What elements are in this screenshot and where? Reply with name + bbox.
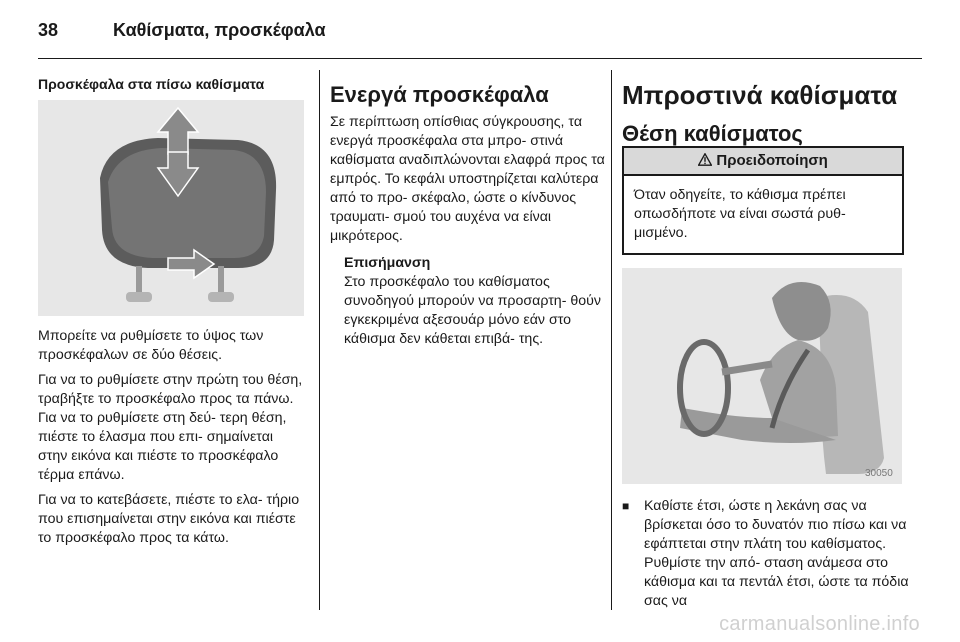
warning-triangle-icon: [698, 153, 712, 166]
section-subheading: Θέση καθίσματος: [622, 121, 803, 146]
bullet-text: Καθίστε έτσι, ώστε η λεκάνη σας να βρίσκεται όσο το δυνατόν πιο πίσω και να εφάπτεται στην πλάτη του καθίσματος. Ρυθμίστε την από- σταση ανάμεσα στο κάθισμα και τα πεντάλ έτσι, ώστε τα πόδια σας να: [644, 498, 909, 609]
section-body: [330, 113, 605, 246]
warning-text: Όταν οδηγείτε, το κάθισμα πρέπει οπωσδήποτε να είναι σωστά ρυθ- μισμένο.: [634, 187, 846, 241]
headrest-figure: [38, 100, 304, 316]
column-divider-1: [319, 70, 320, 610]
figure-number: 30050: [865, 468, 893, 479]
seat-instructions: [622, 497, 912, 611]
headrest-illustration: [38, 100, 304, 316]
paragraph: Για να το ρυθμίσετε στην πρώτη του θέση, τραβήξτε το προσκέφαλο προς τα πάνω. Για να το ρυθμίσετε στη δεύ- τερη θέση, πιέστε το έλασμα που επι- σημαίνεται στην εικόνα και πιέστε το προσκέφαλο τέρμα επάνω.: [38, 372, 303, 483]
section-heading: Μπροστινά καθίσματα: [622, 80, 898, 110]
warning-box: [622, 146, 904, 255]
rear-headrest-heading: Προσκέφαλα στα πίσω καθίσματα: [38, 76, 265, 92]
note-heading: Επισήμανση: [344, 255, 431, 271]
seat-position-figure: [622, 268, 902, 484]
page-header: [38, 20, 326, 41]
column-divider-2: [611, 70, 612, 610]
paragraph: Σε περίπτωση οπίσθιας σύγκρουσης, τα ενεργά προσκέφαλα στα μπρο- στινά καθίσματα αναδιπλώνονται ελαφρά προς τα εμπρός. Το κεφάλι υποστηρίζεται καλύτερα από το προ- σκέφαλο, ώστε ο κίνδυνος τραυματι- σμού του αυχένα να είναι μικρότερος.: [330, 114, 605, 244]
front-seats-section: [622, 80, 912, 147]
page-title: Καθίσματα, προσκέφαλα: [113, 20, 326, 40]
note-text: Στο προσκέφαλο του καθίσματος συνοδηγού μπορούν να προσαρτη- θούν εγκεκριμένα αξεσουάρ μόνο εάν στο κάθισμα δεν κάθεται επιβά- της.: [344, 274, 601, 347]
header-divider: [38, 58, 922, 59]
warning-title-bar: [624, 148, 902, 176]
paragraph: Για να το κατεβάσετε, πιέστε το ελα- τήριο που επισημαίνεται στην εικόνα και πιέστε το προσκέφαλο προς τα κάτω.: [38, 492, 300, 546]
active-headrest-section: [330, 82, 605, 349]
warning-title: Προειδοποίηση: [716, 152, 828, 169]
rear-headrest-text: [38, 327, 306, 554]
section-heading: Ενεργά προσκέφαλα: [330, 82, 549, 107]
note-block: [344, 254, 605, 349]
watermark: carmanualsonline.info: [719, 613, 920, 635]
list-item: [622, 497, 912, 611]
paragraph: Μπορείτε να ρυθμίσετε το ύψος των προσκέφαλων σε δύο θέσεις.: [38, 328, 264, 363]
driver-seat-illustration: [622, 268, 902, 484]
page-number: 38: [38, 20, 59, 40]
bullet-square-icon: ■: [622, 499, 630, 513]
